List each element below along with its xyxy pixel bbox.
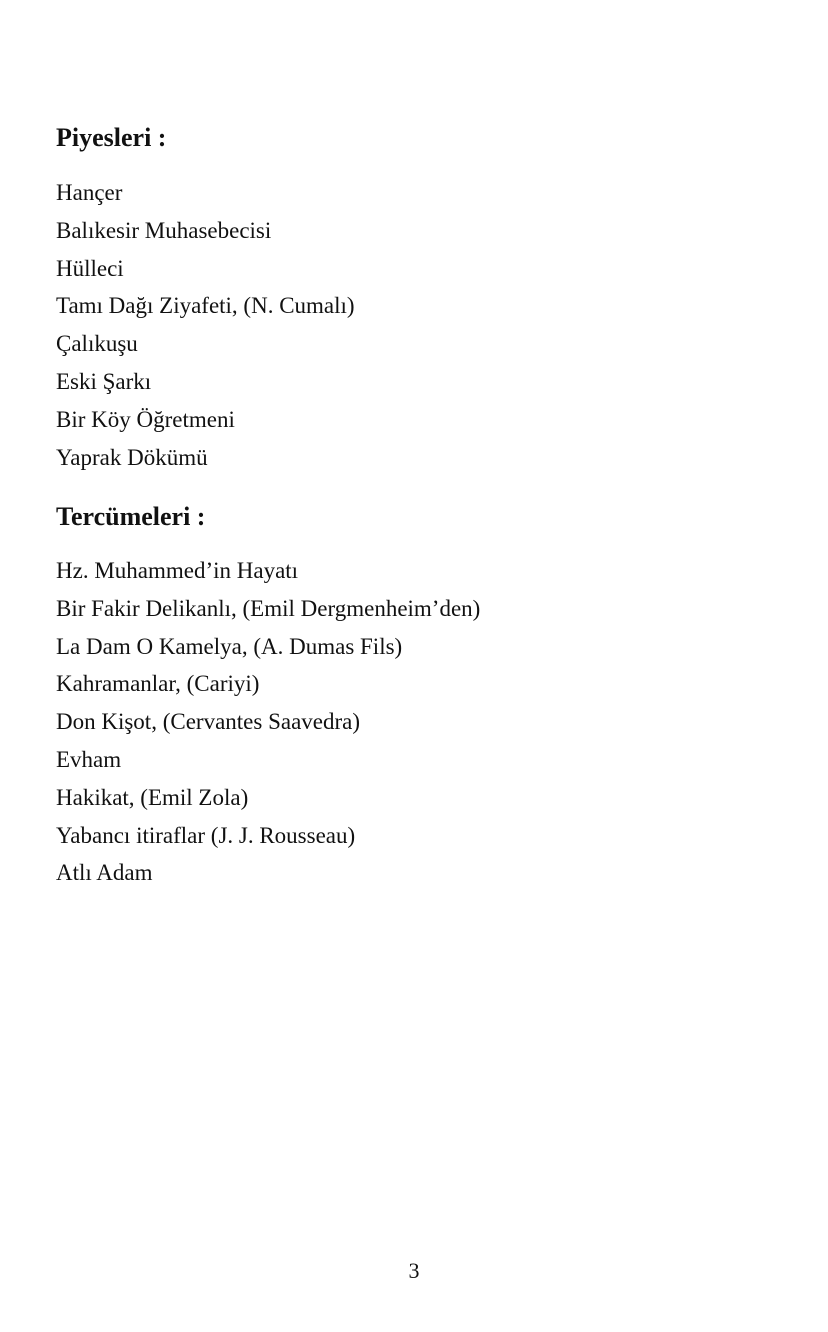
translations-list bbox=[56, 552, 480, 892]
list-item: Yabancı itiraflar (J. J. Rousseau) bbox=[56, 822, 356, 848]
section-heading-translations: Tercümeleri : bbox=[56, 502, 206, 531]
list-item: La Dam O Kamelya, (A. Dumas Fils) bbox=[56, 633, 403, 659]
section-heading-plays: Piyesleri : bbox=[56, 123, 167, 152]
list-item: Bir Fakir Delikanlı, (Emil Dergmenheim’den) bbox=[56, 595, 481, 621]
list-item: Don Kişot, (Cervantes Saavedra) bbox=[56, 709, 361, 735]
list-item: Hançer bbox=[56, 180, 123, 205]
list-item: Eski Şarkı bbox=[56, 368, 152, 394]
list-item: Hakikat, (Emil Zola) bbox=[56, 784, 249, 810]
list-item: Bir Köy Öğretmeni bbox=[56, 406, 235, 432]
list-item: Evham bbox=[56, 746, 122, 772]
list-item: Atlı Adam bbox=[56, 860, 153, 886]
page-number: 3 bbox=[408, 1258, 420, 1283]
list-item: Tamı Dağı Ziyafeti, (N. Cumalı) bbox=[56, 293, 355, 319]
list-item: Yaprak Dökümü bbox=[56, 444, 208, 470]
list-item: Hülleci bbox=[56, 255, 124, 281]
list-item: Hz. Muhammed’in Hayatı bbox=[56, 558, 299, 583]
plays-list bbox=[56, 174, 355, 476]
list-item: Çalıkuşu bbox=[56, 331, 138, 357]
list-item: Balıkesir Muhasebecisi bbox=[56, 217, 272, 243]
list-item: Kahramanlar, (Cariyi) bbox=[56, 671, 260, 697]
